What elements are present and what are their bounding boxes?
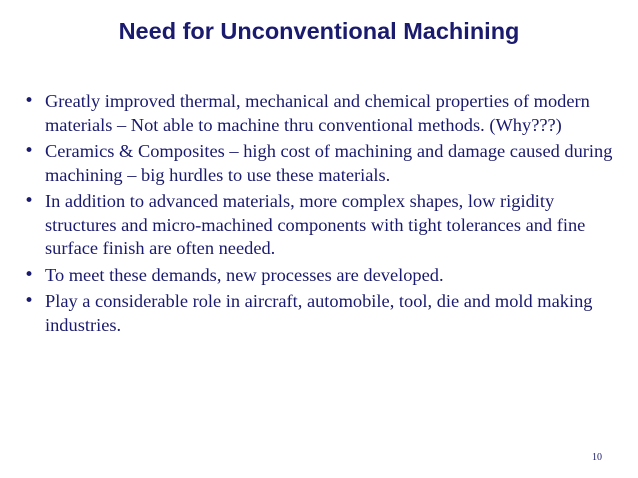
- bullet-dot-icon: •: [24, 91, 35, 111]
- bullet-item: [24, 290, 624, 337]
- slide-title: Need for Unconventional Machining: [118, 18, 520, 44]
- bullet-dot-icon: •: [24, 264, 35, 285]
- bullet-text: To meet these demands, new processes are developed.: [45, 264, 444, 285]
- bullet-text: In addition to advanced materials, more complex shapes, low rigidity structures and micro-machined components with tight tolerances and fine surface finish are often needed.: [45, 191, 586, 258]
- page-number: 10: [592, 452, 602, 463]
- bullet-text: Play a considerable role in aircraft, automobile, tool, die and mold making industries.: [45, 291, 593, 335]
- bullet-text: Greatly improved thermal, mechanical and chemical properties of modern materials – Not able to machine thru conventional methods. (Why???): [45, 91, 590, 135]
- bullet-text: Ceramics & Composites – high cost of machining and damage caused during machining – big hurdles to use these materials.: [45, 141, 613, 185]
- bullet-dot-icon: •: [24, 291, 35, 311]
- bullet-item: [24, 90, 624, 137]
- bullet-list: [24, 90, 624, 340]
- bullet-item: [24, 140, 624, 187]
- bullet-dot-icon: •: [24, 191, 35, 211]
- bullet-item: [24, 264, 624, 288]
- bullet-dot-icon: •: [24, 141, 35, 161]
- bullet-item: [24, 190, 624, 261]
